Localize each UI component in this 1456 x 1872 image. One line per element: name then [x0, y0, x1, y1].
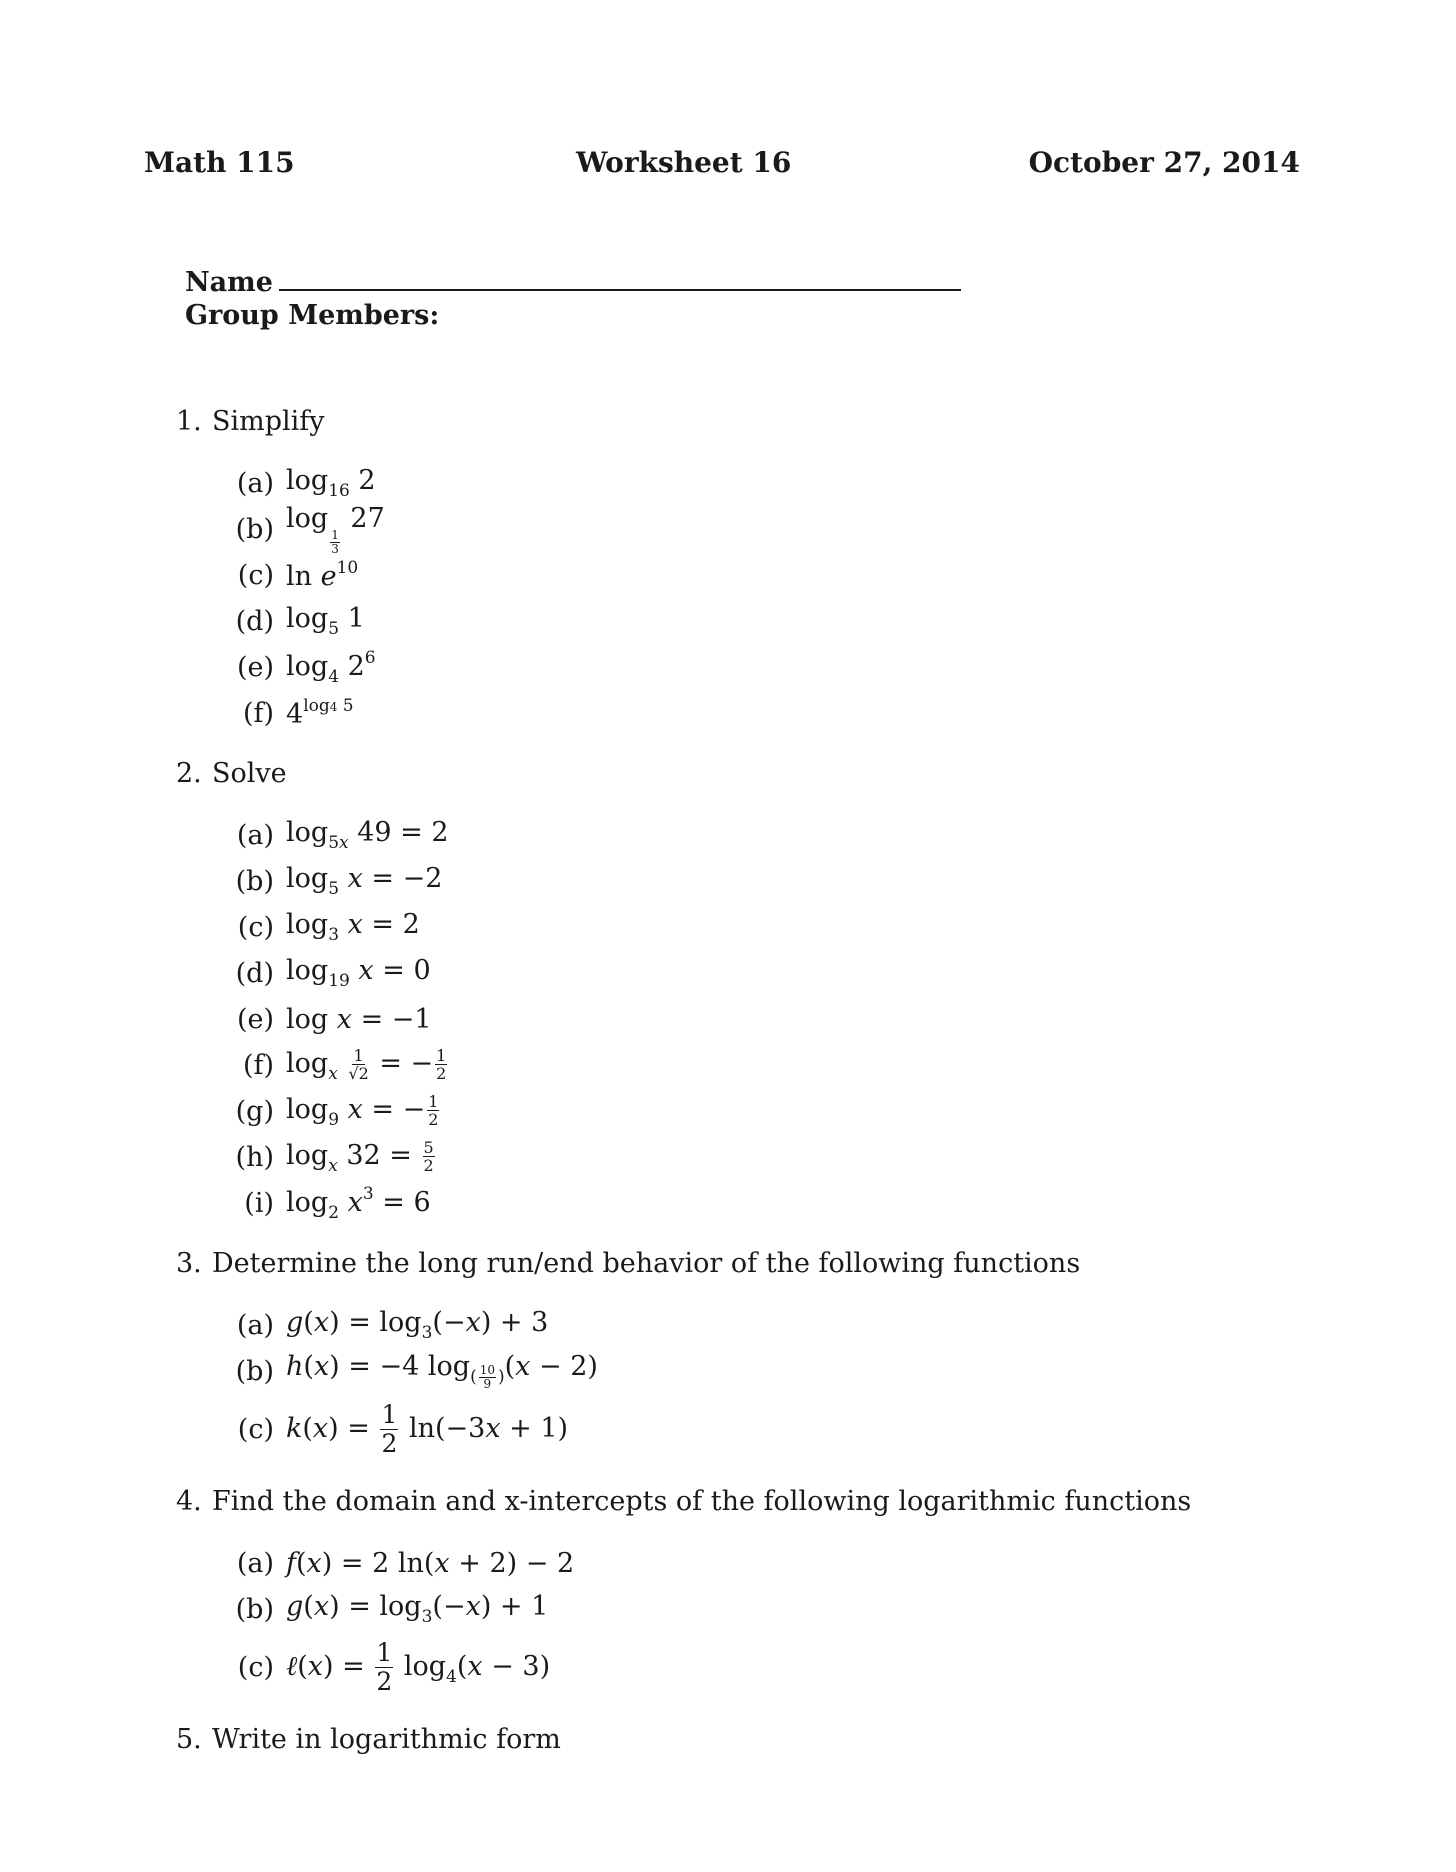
math-expression: $g(x) = \log_3(-x) + 1$ [286, 1591, 549, 1627]
problem-instruction: Write in logarithmic form [212, 1724, 561, 1755]
problem-item [224, 644, 1296, 690]
item-label: (d) [235, 605, 274, 637]
worksheet-date: October 27, 2014 [1028, 146, 1300, 179]
math-expression: $g(x) = \log_3(-x) + 3$ [286, 1307, 549, 1343]
problem-instruction: Find the domain and x-intercepts of the following logarithmic functions [212, 1486, 1192, 1517]
worksheet-title: Worksheet 16 [576, 146, 792, 179]
math-expression: $\log_{5x} 49 = 2$ [286, 817, 449, 853]
math-expression: $\log_x$ $\frac{1}{√2}$ = − $\frac{1}{2}$ [286, 1045, 447, 1084]
problem-instruction: Solve [212, 758, 287, 789]
item-label: (a) [236, 819, 274, 851]
problem-number: 5. [176, 1724, 202, 1755]
item-label: (b) [235, 1593, 274, 1625]
problem-item [224, 552, 1296, 598]
problem-number: 2. [176, 758, 202, 789]
problem-5 [176, 1722, 1296, 1758]
math-expression: $\log_x 32$ = $\frac{5}{2}$ [286, 1137, 434, 1176]
math-expression: $\log_4 2^6$ [286, 647, 376, 687]
problem-item [224, 460, 1296, 506]
problem-item [224, 1348, 1296, 1394]
problem-item [224, 1134, 1296, 1180]
math-expression: f(x) = 2 ln(x + 2) − 2 [286, 1547, 575, 1579]
item-label: (a) [236, 1309, 274, 1341]
problem-1 [176, 404, 1296, 736]
problem-item [224, 1394, 1296, 1464]
problem-item [224, 812, 1296, 858]
problem-4 [176, 1484, 1296, 1702]
item-label: (d) [235, 957, 274, 989]
item-label: (c) [237, 1651, 274, 1683]
problem-number: 3. [176, 1248, 202, 1279]
problem-item [224, 1632, 1296, 1702]
name-block [185, 262, 961, 334]
math-expression: $\ln e^{10}$ [286, 558, 359, 592]
problem-number: 1. [176, 406, 202, 437]
math-expression: k(x) = $\frac{1}{2}$ ln(−3x + 1) [286, 1399, 569, 1458]
problem-item [224, 950, 1296, 996]
item-label: (f) [242, 1049, 274, 1081]
item-label: (i) [244, 1187, 274, 1219]
math-expression: $\log_{16} 2$ [286, 465, 376, 501]
problem-instruction: Simplify [212, 406, 325, 437]
problem-item [224, 904, 1296, 950]
item-label: (a) [236, 1547, 274, 1579]
problem-2 [176, 756, 1296, 1226]
math-expression: $\log_5 x = -2$ [286, 863, 443, 899]
problem-item [224, 502, 1296, 556]
problem-item [224, 1088, 1296, 1134]
item-label: (b) [235, 865, 274, 897]
course-name: Math 115 [144, 146, 295, 179]
item-label: (h) [235, 1141, 274, 1173]
item-label: (f) [242, 697, 274, 729]
name-blank-line[interactable] [279, 289, 961, 291]
problem-3 [176, 1246, 1296, 1464]
math-expression: log $\frac{1}{3}$ 27 [286, 502, 385, 556]
problem-item [224, 1180, 1296, 1226]
problem-item [224, 858, 1296, 904]
item-label: (c) [237, 911, 274, 943]
group-members-label: Group Members: [185, 300, 440, 331]
math-expression: log x = −1 [286, 1003, 432, 1035]
problem-item [224, 690, 1296, 736]
item-label: (e) [236, 651, 274, 683]
problem-item [224, 1540, 1296, 1586]
problem-item [224, 1586, 1296, 1632]
math-expression: $\log_3 x = 2$ [286, 909, 420, 945]
item-label: (e) [236, 1003, 274, 1035]
problem-number: 4. [176, 1486, 202, 1517]
math-expression: $\log_9 x$ = − $\frac{1}{2}$ [286, 1091, 439, 1130]
item-label: (b) [235, 513, 274, 545]
problem-instruction: Determine the long run/end behavior of the following functions [212, 1248, 1081, 1279]
math-expression: h(x) = −4 $\log_{( \frac{10}{9} )}(x - 2)$ [286, 1351, 598, 1391]
name-label: Name [185, 267, 273, 298]
math-expression: $4^{log4 5}$ [286, 696, 354, 730]
problem-item [224, 996, 1296, 1042]
math-expression: $\log_{19} x = 0$ [286, 955, 431, 991]
item-label: (a) [236, 467, 274, 499]
problem-list [176, 404, 1296, 1758]
math-expression: $\log_5 1$ [286, 603, 365, 639]
math-expression: ℓ(x) = $\frac{1}{2}$ $\log_4(x - 3)$ [286, 1637, 551, 1696]
item-label: (c) [237, 1413, 274, 1445]
math-expression: $\log_2 x^3 = 6$ [286, 1183, 431, 1223]
problem-item [224, 1042, 1296, 1088]
problem-item [224, 598, 1296, 644]
item-label: (c) [237, 559, 274, 591]
item-label: (b) [235, 1355, 274, 1387]
item-label: (g) [235, 1095, 274, 1127]
problem-item [224, 1302, 1296, 1348]
worksheet-header [144, 146, 1300, 186]
